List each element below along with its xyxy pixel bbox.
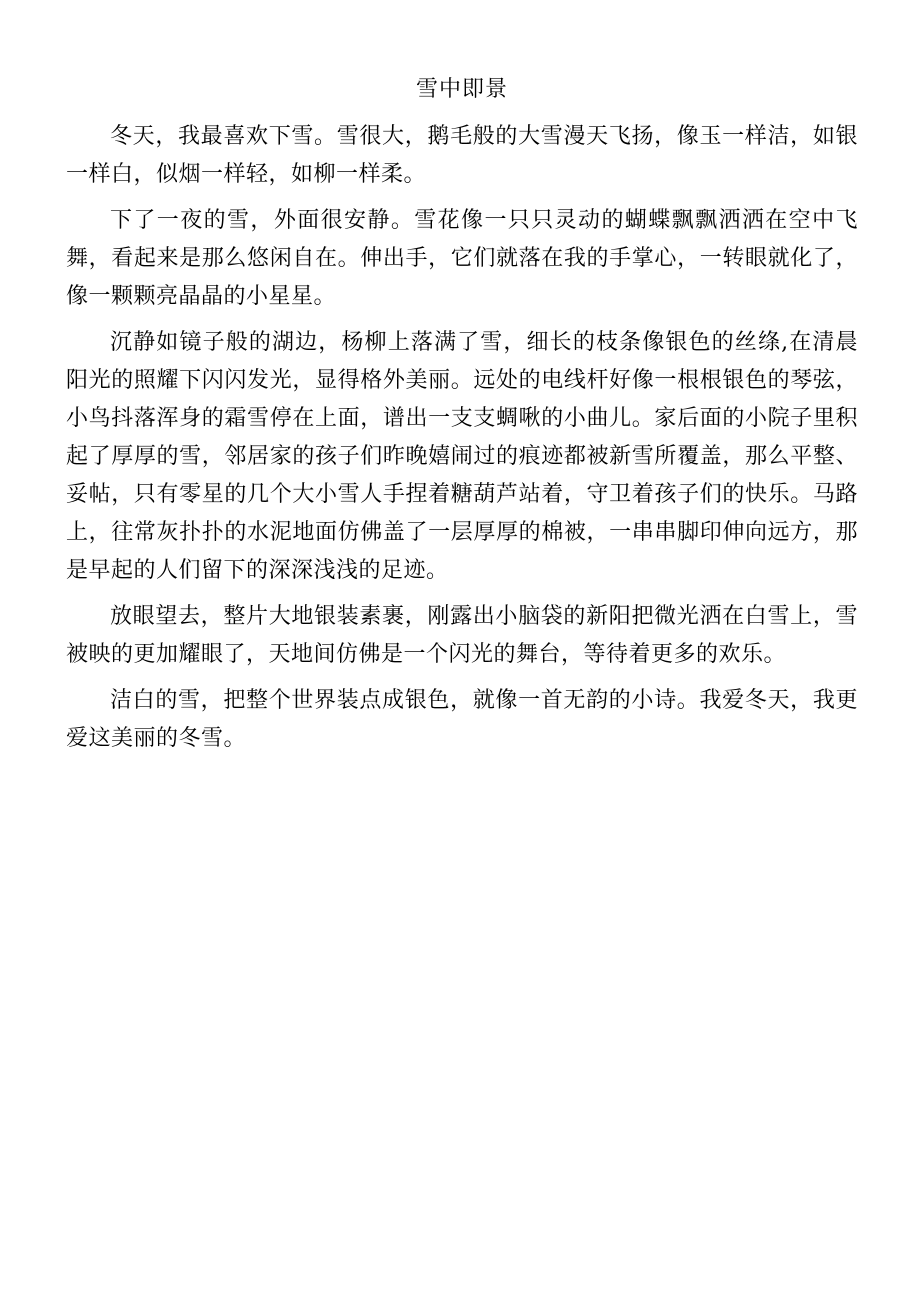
paragraph-5: 洁白的雪，把整个世界装点成银色，就像一首无韵的小诗。我爱冬天，我更爱这美丽的冬雪。: [66, 688, 858, 751]
paragraph-4: 放眼望去，整片大地银装素裹，刚露出小脑袋的新阳把微光洒在白雪上，雪被映的更加耀眼了，天地间仿佛是一个闪光的舞台，等待着更多的欢乐。: [66, 604, 858, 667]
paragraph-2: 下了一夜的雪，外面很安静。雪花像一只只灵动的蝴蝶飘飘洒洒在空中飞舞，看起来是那么悠闲自在。伸出手，它们就落在我的手掌心，一转眼就化了，像一颗颗亮晶晶的小星星。: [66, 208, 858, 309]
paragraph-1: 冬天，我最喜欢下雪。雪很大，鹅毛般的大雪漫天飞扬，像玉一样洁，如银一样白，似烟一样轻，如柳一样柔。: [66, 124, 858, 187]
paragraph-3: 沉静如镜子般的湖边，杨柳上落满了雪，细长的枝条像银色的丝绦,在清晨阳光的照耀下闪闪发光，显得格外美丽。远处的电线杆好像一根根银色的琴弦，小鸟抖落浑身的霜雪停在上面，谱出一支支蜩啾的小曲儿。家后面的小院子里积起了厚厚的雪，邻居家的孩子们昨晚嬉闹过的痕迹都被新雪所覆盖，那么平整、妥帖，只有零星的几个大小雪人手捏着糖葫芦站着，守卫着孩子们的快乐。马路上，往常灰扑扑的水泥地面仿佛盖了一层厚厚的棉被，一串串脚印伸向远方，那是早起的人们留下的深深浅浅的足迹。: [66, 330, 858, 583]
document-title: 雪中即景: [415, 77, 508, 102]
document-body: [66, 72, 858, 766]
